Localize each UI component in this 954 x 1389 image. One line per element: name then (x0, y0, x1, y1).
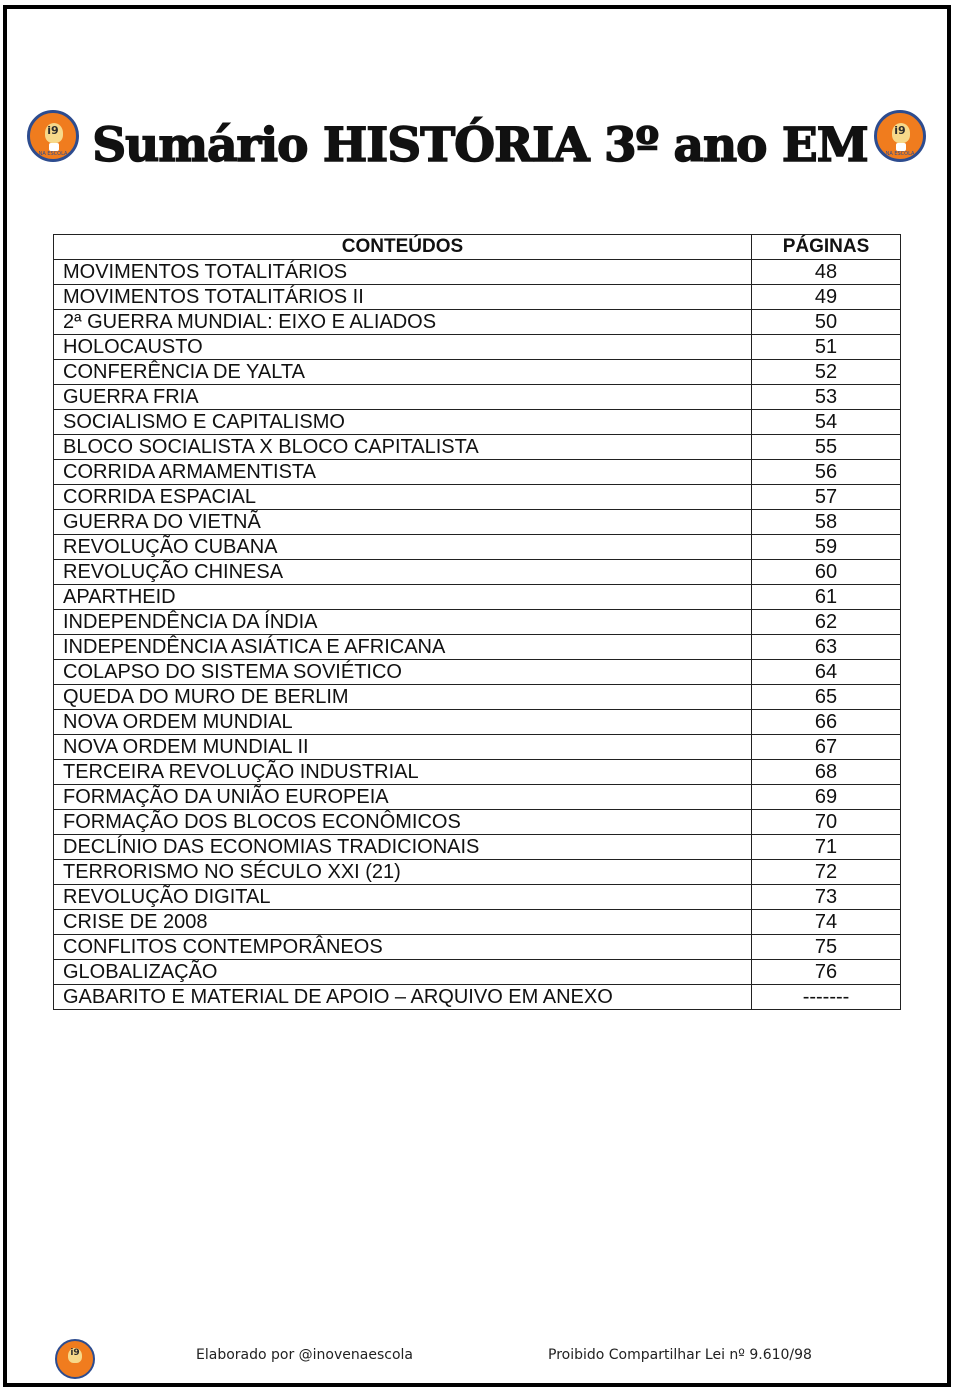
i9-logo-icon (55, 1339, 95, 1379)
row-page: 62 (752, 610, 901, 635)
row-page: 75 (752, 935, 901, 960)
table-row (54, 435, 901, 460)
row-page: 66 (752, 710, 901, 735)
row-page: 72 (752, 860, 901, 885)
row-page: 54 (752, 410, 901, 435)
row-page: 55 (752, 435, 901, 460)
table-row (54, 610, 901, 635)
row-content: INDEPENDÊNCIA ASIÁTICA E AFRICANA (54, 635, 752, 660)
footer-copyright: Proibido Compartilhar Lei nº 9.610/98 (548, 1347, 812, 1363)
row-page: 61 (752, 585, 901, 610)
row-content: SOCIALISMO E CAPITALISMO (54, 410, 752, 435)
row-content: CONFLITOS CONTEMPORÂNEOS (54, 935, 752, 960)
table-row (54, 960, 901, 985)
row-content: HOLOCAUSTO (54, 335, 752, 360)
footer-author: Elaborado por @inovenaescola (196, 1347, 413, 1363)
row-page: 53 (752, 385, 901, 410)
row-content: INDEPENDÊNCIA DA ÍNDIA (54, 610, 752, 635)
i9-logo-icon (27, 110, 79, 162)
table-row (54, 285, 901, 310)
row-content: REVOLUÇÃO CHINESA (54, 560, 752, 585)
table-row (54, 910, 901, 935)
row-content: CORRIDA ARMAMENTISTA (54, 460, 752, 485)
logo-text: i9 (47, 124, 59, 137)
row-page: 73 (752, 885, 901, 910)
row-content: TERCEIRA REVOLUÇÃO INDUSTRIAL (54, 760, 752, 785)
logo-caption: NA ESCOLA (885, 151, 915, 157)
table-row (54, 835, 901, 860)
row-content: CORRIDA ESPACIAL (54, 485, 752, 510)
row-content: QUEDA DO MURO DE BERLIM (54, 685, 752, 710)
row-page: 50 (752, 310, 901, 335)
table-row (54, 735, 901, 760)
row-content: GUERRA DO VIETNÃ (54, 510, 752, 535)
table-row (54, 660, 901, 685)
row-content: CRISE DE 2008 (54, 910, 752, 935)
row-page: 58 (752, 510, 901, 535)
table-row (54, 810, 901, 835)
row-content: REVOLUÇÃO CUBANA (54, 535, 752, 560)
table-row (54, 535, 901, 560)
table-row (54, 260, 901, 285)
table-row (54, 635, 901, 660)
table-row (54, 885, 901, 910)
header-contents: CONTEÚDOS (54, 235, 752, 260)
table-row (54, 310, 901, 335)
table-row (54, 335, 901, 360)
row-page: 56 (752, 460, 901, 485)
table-row (54, 560, 901, 585)
table-row (54, 785, 901, 810)
logo-text: i9 (894, 124, 906, 137)
row-content: REVOLUÇÃO DIGITAL (54, 885, 752, 910)
row-content: MOVIMENTOS TOTALITÁRIOS II (54, 285, 752, 310)
row-page: 76 (752, 960, 901, 985)
table-row (54, 510, 901, 535)
row-content: GLOBALIZAÇÃO (54, 960, 752, 985)
row-page: 70 (752, 810, 901, 835)
row-content: NOVA ORDEM MUNDIAL (54, 710, 752, 735)
bulb-base (49, 143, 59, 151)
header-pages: PÁGINAS (752, 235, 901, 260)
row-page: 74 (752, 910, 901, 935)
table-row (54, 385, 901, 410)
table-row (54, 485, 901, 510)
table-row (54, 985, 901, 1010)
table-row (54, 710, 901, 735)
row-content: MOVIMENTOS TOTALITÁRIOS (54, 260, 752, 285)
row-page: 51 (752, 335, 901, 360)
row-content: GABARITO E MATERIAL DE APOIO – ARQUIVO EM ANEXO (54, 985, 752, 1010)
row-page: 69 (752, 785, 901, 810)
row-page: 63 (752, 635, 901, 660)
row-page: 59 (752, 535, 901, 560)
row-content: 2ª GUERRA MUNDIAL: EIXO E ALIADOS (54, 310, 752, 335)
row-content: DECLÍNIO DAS ECONOMIAS TRADICIONAIS (54, 835, 752, 860)
table-row (54, 860, 901, 885)
table-header-row (54, 235, 901, 260)
row-content: CONFERÊNCIA DE YALTA (54, 360, 752, 385)
row-page: 57 (752, 485, 901, 510)
table-row (54, 585, 901, 610)
row-content: TERRORISMO NO SÉCULO XXI (21) (54, 860, 752, 885)
row-content: NOVA ORDEM MUNDIAL II (54, 735, 752, 760)
row-page: 49 (752, 285, 901, 310)
row-content: FORMAÇÃO DA UNIÃO EUROPEIA (54, 785, 752, 810)
row-page: ------- (752, 985, 901, 1010)
row-content: BLOCO SOCIALISTA X BLOCO CAPITALISTA (54, 435, 752, 460)
i9-logo-icon (874, 110, 926, 162)
logo-text: i9 (70, 1348, 80, 1358)
row-content: GUERRA FRIA (54, 385, 752, 410)
row-page: 71 (752, 835, 901, 860)
row-content: FORMAÇÃO DOS BLOCOS ECONÔMICOS (54, 810, 752, 835)
table-row (54, 935, 901, 960)
row-page: 60 (752, 560, 901, 585)
table-row (54, 410, 901, 435)
table-row (54, 760, 901, 785)
page-title: Sumário HISTÓRIA 3º ano EM (92, 118, 868, 173)
row-page: 52 (752, 360, 901, 385)
row-page: 48 (752, 260, 901, 285)
row-content: COLAPSO DO SISTEMA SOVIÉTICO (54, 660, 752, 685)
table-row (54, 685, 901, 710)
row-page: 68 (752, 760, 901, 785)
contents-table (53, 234, 901, 1010)
row-page: 65 (752, 685, 901, 710)
row-content: APARTHEID (54, 585, 752, 610)
row-page: 67 (752, 735, 901, 760)
bulb-base (896, 143, 906, 151)
logo-caption: NA ESCOLA (38, 151, 68, 157)
row-page: 64 (752, 660, 901, 685)
table-row (54, 460, 901, 485)
table-row (54, 360, 901, 385)
